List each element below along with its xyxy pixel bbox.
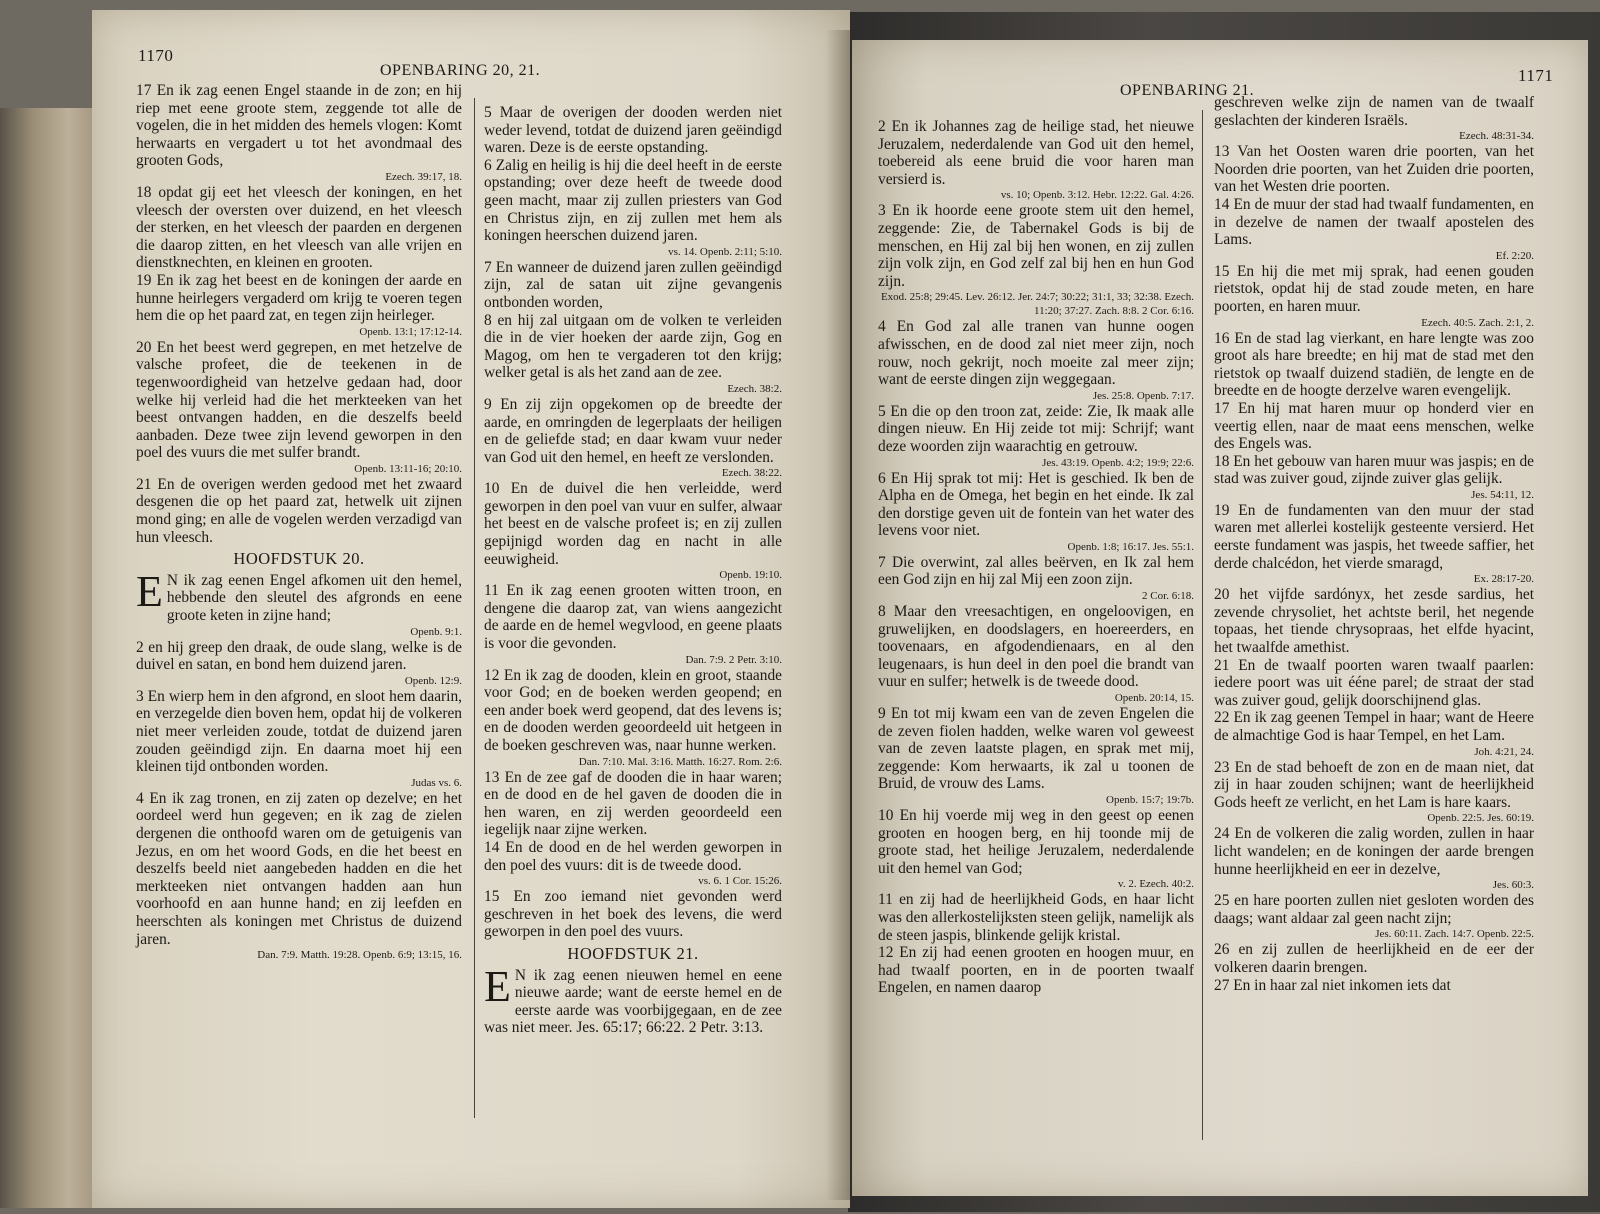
verse-text: 3 En wierp hem in den afgrond, en sloot hem daarin, en verzegelde dien boven hem, opdat hij de volkeren niet meer verleiden zoude, totdat de duizend jaren zouden geëindigd zijn. En daarna moet hij een kleinen tijd ontbonden worden. <box>136 687 462 776</box>
cross-reference: Openb. 15:7; 19:7b. <box>1106 794 1194 806</box>
cross-reference: Jes. 43:19. Openb. 4:2; 19:9; 22:6. <box>1042 456 1194 469</box>
cross-reference: vs. 14. Openb. 2:11; 5:10. <box>668 245 782 258</box>
verse-text: 2 en hij greep den draak, de oude slang, welke is de duivel en satan, en bond hem duizend jaren. <box>136 638 462 674</box>
cross-reference: Jes. 54:11, 12. <box>1471 488 1534 501</box>
chapter-heading: HOOFDSTUK 20. <box>233 549 365 569</box>
verse-text: 13 Van het Oosten waren drie poorten, van het Noorden drie poorten, van het Zuiden drie poorten, van het Westen drie poorten. <box>1214 143 1534 196</box>
cross-reference: vs. 6. 1 Cor. 15:26. <box>698 875 782 888</box>
verse-text: 5 Maar de overigen der dooden werden niet weder levend, totdat de duizend jaren geëindigd waren. Deze is de eerste opstanding. <box>484 104 782 157</box>
gutter-shadow <box>826 30 850 1200</box>
verse-text: 7 En wanneer de duizend jaren zullen geëindigd zijn, zal de satan uit zijne gevangenis ontbonden worden, <box>484 258 782 311</box>
verse-text: 17 En ik zag eenen Engel staande in de zon; en hij riep met eene groote stem, zeggende tot alle de vogelen, die in het midden des hemels vlogen: Komt herwaarts en vergadert u tot het avondmaal des grooten Gods, <box>136 82 462 170</box>
verse-text: 9 En tot mij kwam een van de zeven Engelen die de zeven fiolen hadden, welke waren vol geweest van de zeven laatste plagen, en sprak met mij, zeggende: Kom herwaarts, ik zal u toonen de Bruid, de vrouw des Lams. <box>878 705 1194 793</box>
left-page-column-2 <box>484 104 782 1037</box>
verse-text: 3 En ik hoorde eene groote stem uit den hemel, zeggende: Zie, de Tabernakel Gods is bij de menschen, en Hij zal bij hen wonen, en zij zullen zijn volk zijn, en God zelf zal bij hen en hun God zijn. <box>878 202 1194 290</box>
column-rule <box>1202 110 1203 1140</box>
verse-text: 14 En de dood en de hel werden geworpen in den poel des vuurs: dit is de tweede dood. <box>484 838 782 874</box>
verse-text: 22 En ik zag geenen Tempel in haar; want de Heere de almachtige God is haar Tempel, en het Lam. <box>1214 709 1534 744</box>
column-rule <box>474 98 475 1118</box>
verse-text: 20 En het beest werd gegrepen, en met hetzelve de valsche profeet, die de teekenen in de tegenwoordigheid van hetzelve gedaan had, door welke hij verleid had die het merkteeken van het beest ontvangen hadden, en die deszelfs beeld aanbaden. Deze twee zijn levend geworpen in den poel des vuurs die met sulfer brandt. <box>136 338 462 462</box>
verse-text: geschreven welke zijn de namen van de twaalf geslachten der kinderen Israëls. <box>1214 94 1534 129</box>
verse-text: 20 het vijfde sardónyx, het zesde sardius, het zevende chrysoliet, het achtste beril, het negende topaas, het tiende chrysopraas, het elfde hyacint, het twaalfde amethist. <box>1214 586 1534 657</box>
verse-text: 15 En hij die met mij sprak, had eenen gouden rietstok, opdat hij de stad zoude meten, en hare poorten, en haren muur. <box>1214 262 1534 315</box>
verse-text: 16 En de stad lag vierkant, en hare lengte was zoo groot als hare breedte; en hij mat de stad met den rietstok op twaalf duizend stadiën, de lengte en de breedte en de hoogte derzelve waren evengelijk. <box>1214 329 1534 400</box>
left-page <box>92 10 850 1208</box>
left-page-column-1 <box>136 82 462 962</box>
verse-text: 18 opdat gij eet het vleesch der koningen, en het vleesch der oversten over duizend, en het vleesch der sterken, en het vleesch der paarden en dergenen die daarop zitten, en het vleesch van alle vrijen en dienstknechten, en kleinen en grooten. <box>136 183 462 272</box>
drop-cap: E <box>484 961 511 1011</box>
verse-text: 13 En de zee gaf de dooden die in haar waren; en de dood en de hel gaven de dooden die in hen waren, en zij werden geoordeeld een iegelijk naar zijne werken. <box>484 768 782 839</box>
verse-text: 11 en zij had de heerlijkheid Gods, en haar licht was den allerkostelijksten steen gelijk, namelijk als de steen jaspis, blinkende gelijk kristal. <box>878 891 1194 944</box>
verse-text: 10 En de duivel die hen verleidde, werd geworpen in den poel van vuur en sulfer, alwaar het beest en de valsche profeet is; en zij zullen gepijnigd worden dag en nacht in alle eeuwigheid. <box>484 480 782 568</box>
running-head: OPENBARING 21. <box>1120 82 1255 99</box>
cross-reference: Ezech. 38:2. <box>727 382 782 395</box>
page-number: 1171 <box>1518 66 1554 85</box>
chapter-opening-verse <box>136 566 462 625</box>
verse-text: 5 En die op den troon zat, zeide: Zie, Ik maak alle dingen nieuw. En Hij zeide tot mij: Schrijf; want deze woorden zijn waarachtig en getrouw. <box>878 402 1194 455</box>
cross-reference: vs. 10; Openb. 3:12. Hebr. 12:22. Gal. 4:26. <box>1000 189 1194 202</box>
verse-text: 12 En ik zag de dooden, klein en groot, staande voor God; en de boeken werden geopend; en een ander boek werd geopend, dat des levens is; en de dooden werden geoordeeld uit hetgeen in de boeken geschreven was, naar hunne werken. <box>484 666 782 754</box>
cross-reference: Openb. 20:14, 15. <box>1114 692 1194 705</box>
verse-text-body: N ik zag eenen nieuwen hemel en eene nieuwe aarde; want de eerste hemel en de eerste aarde was voorbijgegaan, en de zee was niet meer. Jes. 65:17; 66:22. 2 Petr. 3:13. <box>484 966 782 1037</box>
verse-text: 18 En het gebouw van haren muur was jaspis; en de stad was zuiver goud, zijnde zuiver glas gelijk. <box>1214 452 1534 488</box>
verse-text: 8 Maar den vreesachtigen, en ongeloovigen, en gruwelijken, en doodslagers, en hoereerders, en toovenaars, en afgodendienaars, en al den leugenaars, is hun deel in den poel die brandt van vuur en sulfer; hetwelk is de tweede dood. <box>878 603 1194 691</box>
page-number: 1170 <box>138 46 174 65</box>
drop-cap: E <box>136 566 163 616</box>
verse-text: 12 En zij had eenen grooten en hoogen muur, en had twaalf poorten, en in de poorten twaalf Engelen, en namen daarop <box>878 944 1194 997</box>
verse-text: 17 En hij mat haren muur op honderd vier en veertig ellen, naar de maat eens menschen, welke des Engels was. <box>1214 399 1534 453</box>
cross-reference: Ezech. 39:17, 18. <box>385 170 462 183</box>
verse-text: 4 En God zal alle tranen van hunne oogen afwisschen, en de dood zal niet meer zijn, noch rouw, noch gekrijt, noch moeite zal meer zijn; want de eerste dingen zijn weggegaan. <box>878 318 1194 389</box>
verse-text: 15 En zoo iemand niet gevonden werd geschreven in het boek des levens, die werd geworpen in den poel des vuurs. <box>484 888 782 941</box>
verse-text: 26 en zij zullen de heerlijkheid en de eer der volkeren daarin brengen. <box>1214 941 1534 976</box>
cross-reference: Openb. 12:9. <box>404 674 462 687</box>
verse-text: 8 en hij zal uitgaan om de volken te verleiden die in de vier hoeken der aarde zijn, Gog en Magog, om hen te vergaderen tot den krijg; welker getal is als het zand aan de zee. <box>484 311 782 382</box>
verse-text: 11 En ik zag eenen grooten witten troon, en dengene die daarop zat, van wiens aangezicht de aarde en de hemel wegvlood, en geene plaats is voor die gevonden. <box>484 582 782 653</box>
verse-text: 4 En ik zag tronen, en zij zaten op dezelve; en het oordeel werd hun gegeven; en ik zag de zielen dergenen die onthoofd waren om de getuigenis van Jezus, en om het woord Gods, en die het beest en deszelfs beeld niet aangebeden hadden en die het merkteeken niet ontvangen hadden aan hun voorhoofd en aan hunne hand; en zij leefden en heerschten als koningen met Christus de duizend jaren. <box>136 789 462 948</box>
verse-text: 19 En ik zag het beest en de koningen der aarde en hunne heirlegers vergaderd om krijg te voeren tegen hem die op het paard zat, en tegen zijn heirleger. <box>136 271 462 325</box>
cross-reference: Openb. 13:11-16; 20:10. <box>354 462 462 475</box>
cross-reference: Exod. 25:8; 29:45. Lev. 26:12. Jer. 24:7; 30:22; 31:1, 33; 32:38. Ezech. 11:20; 37:27. Zach. 8:8. 2 Cor. 6:16. <box>880 291 1194 318</box>
cross-reference: v. 2. Ezech. 40:2. <box>1118 878 1194 891</box>
verse-text: 21 En de twaalf poorten waren twaalf paarlen: iedere poort was uit ééne parel; de straat der stad was zuiver goud, gelijk doorschijnend glas. <box>1214 656 1534 709</box>
verse-text: 6 Zalig en heilig is hij die deel heeft in de eerste opstanding; over deze heeft de tweede dood geen macht, maar zij zullen priesters van God en Christus zijn, en zij zullen met hem als koningen heerschen duizend jaren. <box>484 156 782 245</box>
cross-reference: Dan. 7:10. Mal. 3:16. Matth. 16:27. Rom. 2:6. <box>578 755 782 768</box>
chapter-opening-verse <box>484 961 782 1037</box>
verse-text-body: N ik zag eenen Engel afkomen uit den hemel, hebbende den sleutel des afgronds en eene groote keten in zijne hand; <box>166 571 462 625</box>
cross-reference: Ex. 28:17-20. <box>1473 573 1534 586</box>
verse-text: 2 En ik Johannes zag de heilige stad, het nieuwe Jeruzalem, nederdalende van God uit den hemel, toebereid als eene bruid die voor haren man versierd is. <box>878 118 1194 188</box>
cross-reference: Ezech. 40:5. Zach. 2:1, 2. <box>1421 316 1534 329</box>
running-head: OPENBARING 20, 21. <box>380 62 541 79</box>
cross-reference: Openb. 19:10. <box>719 569 782 582</box>
cross-reference: Jes. 60:11. Zach. 14:7. Openb. 22:5. <box>1375 928 1534 941</box>
verse-text: 25 en hare poorten zullen niet gesloten worden des daags; want aldaar zal geen nacht zijn; <box>1214 892 1534 927</box>
right-page-column-2 <box>1214 94 1534 994</box>
cross-reference: Openb. 13:1; 17:12-14. <box>359 325 462 338</box>
cross-reference: 2 Cor. 6:18. <box>1142 590 1194 603</box>
right-page <box>852 40 1588 1196</box>
cross-reference: Openb. 22:5. Jes. 60:19. <box>1427 812 1534 825</box>
cross-reference: Jes. 60:3. <box>1492 879 1534 892</box>
cross-reference: Openb. 9:1. <box>410 625 462 638</box>
cross-reference: Ezech. 38:22. <box>721 467 782 480</box>
verse-text: 7 Die overwint, zal alles beërven, en Ik zal hem een God zijn en hij zal Mij een zoon zijn. <box>878 553 1194 589</box>
cross-reference: Joh. 4:21, 24. <box>1474 745 1534 758</box>
cross-reference: Ezech. 48:31-34. <box>1459 130 1534 143</box>
cross-reference: Jes. 25:8. Openb. 7:17. <box>1092 389 1194 402</box>
right-page-column-1 <box>878 118 1194 997</box>
cross-reference: Judas vs. 6. <box>411 776 462 789</box>
verse-text: 10 En hij voerde mij weg in den geest op eenen grooten en hoogen berg, en hij toonde mij de groote stad, het heilige Jeruzalem, nederdalende uit den hemel van God; <box>878 807 1194 877</box>
cross-reference: Dan. 7:9. Matth. 19:28. Openb. 6:9; 13:15, 16. <box>257 949 462 962</box>
cross-reference: Dan. 7:9. 2 Petr. 3:10. <box>685 653 782 666</box>
verse-text: 21 En de overigen werden gedood met het zwaard desgenen die op het paard zat, hetwelk uit zijnen mond ging; en alle de vogelen werden verzadigd van hun vleesch. <box>136 475 462 546</box>
verse-text: 9 En zij zijn opgekomen op de breedte der aarde, en omringden de legerplaats der heiligen en de geliefde stad; en daar kwam vuur neder van God uit den hemel, en heeft ze verslonden. <box>484 395 782 466</box>
verse-text: 19 En de fundamenten van den muur der stad waren met allerlei kostelijk gesteente versierd. Het eerste fundament was jaspis, het tweede saffier, het derde chalcédon, het vierde smaragd, <box>1214 501 1534 572</box>
verse-text: 6 En Hij sprak tot mij: Het is geschied. Ik ben de Alpha en de Omega, het begin en het einde. Ik zal den dorstige geven uit de fontein van het water des levens voor niet. <box>878 469 1194 540</box>
verse-text: 24 En de volkeren die zalig worden, zullen in haar licht wandelen; en de koningen der aarde brengen hunne heerlijkheid en eer in dezelve, <box>1214 825 1534 878</box>
verse-text: 23 En de stad behoeft de zon en de maan niet, dat zij in haar zouden schijnen; want de heerlijkheid Gods heeft ze verlicht, en het Lam is hare kaars. <box>1214 758 1534 811</box>
verse-text: 14 En de muur der stad had twaalf fundamenten, en in dezelve de namen der twaalf apostelen des Lams. <box>1214 195 1534 249</box>
verse-text: 27 En in haar zal niet inkomen iets dat <box>1214 976 1451 994</box>
cross-reference: Openb. 1:8; 16:17. Jes. 55:1. <box>1067 540 1194 553</box>
cross-reference: Ef. 2:20. <box>1495 249 1534 262</box>
book-spine-edge <box>0 108 98 1208</box>
chapter-heading: HOOFDSTUK 21. <box>567 943 699 963</box>
